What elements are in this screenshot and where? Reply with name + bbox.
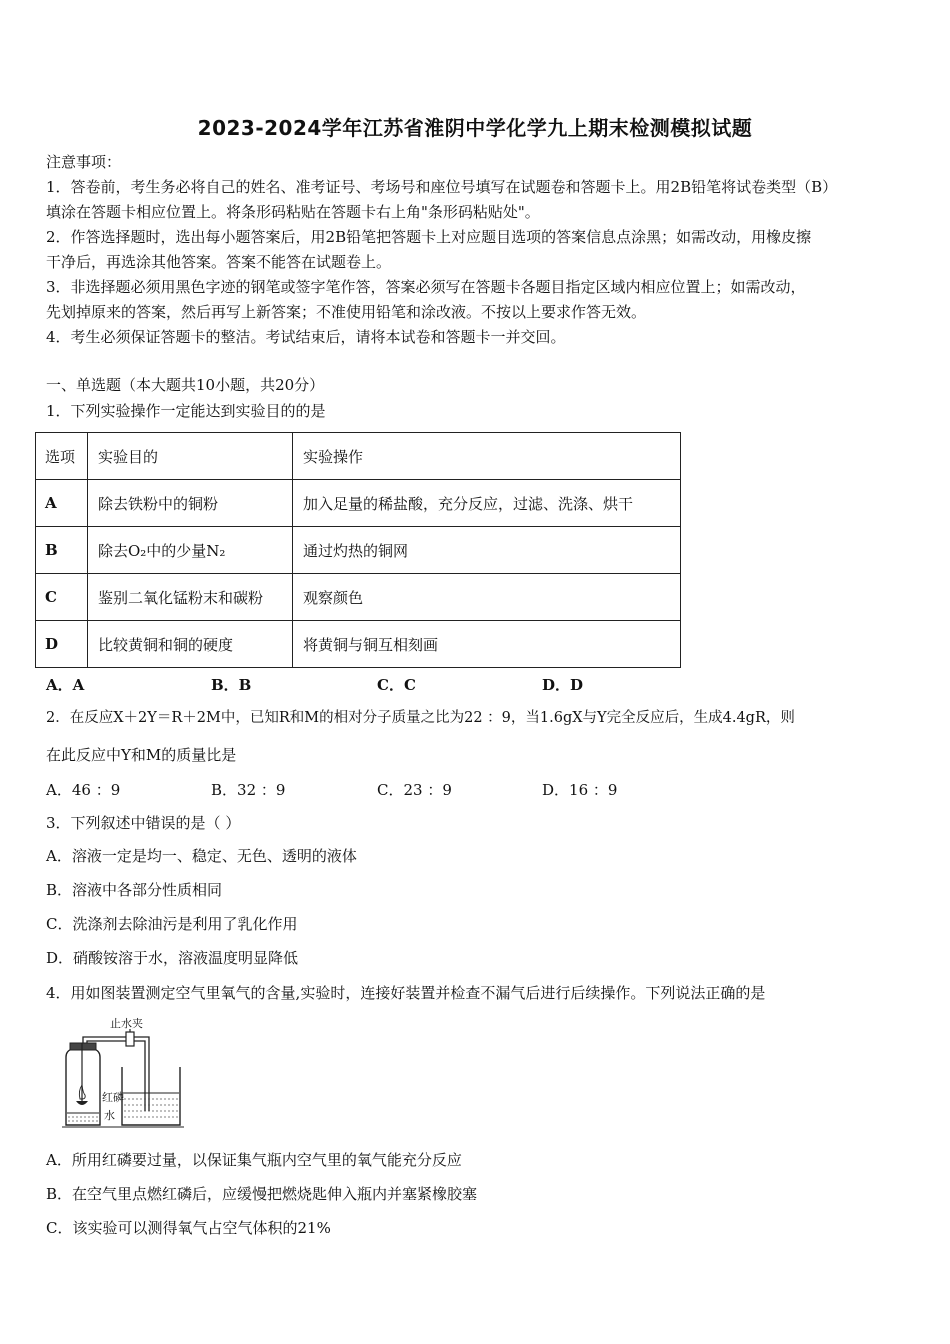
q1-stem: 1．下列实验操作一定能达到实验目的的是 [46, 402, 326, 420]
q4-option-c[interactable]: C．该实验可以测得氧气占空气体积的21% [46, 1219, 331, 1237]
table-header-row [36, 433, 681, 480]
q1-option-c[interactable]: C．C [377, 676, 416, 694]
table-cell: 比较黄铜和铜的硬度 [88, 621, 293, 668]
table-cell: B [36, 527, 88, 574]
notice-line: 1．答卷前，考生务必将自己的姓名、准考证号、考场号和座位号填写在试题卷和答题卡上。用2B铅笔将试卷类型（B） [46, 178, 838, 196]
q3-option-d[interactable]: D．硝酸铵溶于水，溶液温度明显降低 [46, 949, 299, 967]
table-row [36, 527, 681, 574]
q1-option-d[interactable]: D．D [542, 676, 584, 694]
table-header-cell: 实验操作 [293, 433, 681, 480]
q2-option-b[interactable]: B．32 ：9 [211, 781, 286, 799]
water-label: 水 [104, 1109, 115, 1122]
q3-option-a[interactable]: A．溶液一定是均一、稳定、无色、透明的液体 [46, 847, 357, 865]
notice-line: 先划掉原来的答案，然后再写上新答案；不准使用铅笔和涂改液。不按以上要求作答无效。 [46, 303, 647, 321]
notice-line: 2．作答选择题时，选出每小题答案后，用2B铅笔把答题卡上对应题目选项的答案信息点涂黑；如需改动，用橡皮擦 [46, 228, 812, 246]
q4-option-b[interactable]: B．在空气里点燃红磷后，应缓慢把燃烧匙伸入瓶内并塞紧橡胶塞 [46, 1185, 478, 1203]
table-cell: 将黄铜与铜互相刻画 [293, 621, 681, 668]
table-row [36, 480, 681, 527]
q2-option-c[interactable]: C．23 ：9 [377, 781, 452, 799]
phosphorus-label: 红磷 [102, 1091, 124, 1104]
notice-line: 3．非选择题必须用黑色字迹的钢笔或签字笔作答，答案必须写在答题卡各题目指定区域内相应位置上；如需改动， [46, 278, 806, 296]
notice-line: 4．考生必须保证答题卡的整洁。考试结束后，请将本试卷和答题卡一并交回。 [46, 328, 566, 346]
oxygen-apparatus-diagram [52, 1015, 192, 1133]
q1-option-a[interactable]: A．A [46, 676, 85, 694]
page-title: 2023-2024学年江苏省淮阴中学化学九上期末检测模拟试题 [197, 116, 753, 140]
table-cell: 加入足量的稀盐酸，充分反应，过滤、洗涤、烘干 [293, 480, 681, 527]
table-header-cell: 实验目的 [88, 433, 293, 480]
table-row [36, 574, 681, 621]
q3-option-b[interactable]: B．溶液中各部分性质相同 [46, 881, 223, 899]
table-cell: 除去铁粉中的铜粉 [88, 480, 293, 527]
table-cell: 除去O₂中的少量N₂ [88, 527, 293, 574]
notice-line: 干净后，再选涂其他答案。答案不能答在试题卷上。 [46, 253, 392, 271]
q3-option-c[interactable]: C．洗涤剂去除油污是利用了乳化作用 [46, 915, 298, 933]
section-heading: 一、单选题（本大题共10小题，共20分） [46, 376, 325, 394]
table-cell: D [36, 621, 88, 668]
q2-stem: 2．在反应X＋2Y＝R＋2M中，已知R和M的相对分子质量之比为22 ：9，当1.6gX与Y完全反应后，生成4.4gR，则 [46, 710, 795, 726]
q1-table [35, 432, 681, 668]
table-header-cell: 选项 [36, 433, 88, 480]
table-row [36, 621, 681, 668]
q2-option-a[interactable]: A．46 ：9 [46, 781, 121, 799]
table-cell: C [36, 574, 88, 621]
table-cell: 鉴别二氧化锰粉末和碳粉 [88, 574, 293, 621]
notice-line: 填涂在答题卡相应位置上。将条形码粘贴在答题卡右上角"条形码粘贴处"。 [46, 203, 540, 221]
q4-stem: 4．用如图装置测定空气里氧气的含量,实验时，连接好装置并检查不漏气后进行后续操作。下列说法正确的是 [46, 984, 766, 1002]
table-cell: 观察颜色 [293, 574, 681, 621]
q1-option-b[interactable]: B．B [211, 676, 252, 694]
q4-option-a[interactable]: A．所用红磷要过量，以保证集气瓶内空气里的氧气能充分反应 [46, 1151, 462, 1169]
notice-heading: 注意事项： [46, 153, 122, 171]
q2-option-d[interactable]: D．16 ：9 [542, 781, 618, 799]
clamp-label: 止水夹 [110, 1017, 143, 1030]
table-cell: A [36, 480, 88, 527]
table-cell: 通过灼热的铜网 [293, 527, 681, 574]
q3-stem: 3．下列叙述中错误的是（ ） [46, 814, 241, 832]
q2-stem-cont: 在此反应中Y和M的质量比是 [46, 746, 237, 764]
